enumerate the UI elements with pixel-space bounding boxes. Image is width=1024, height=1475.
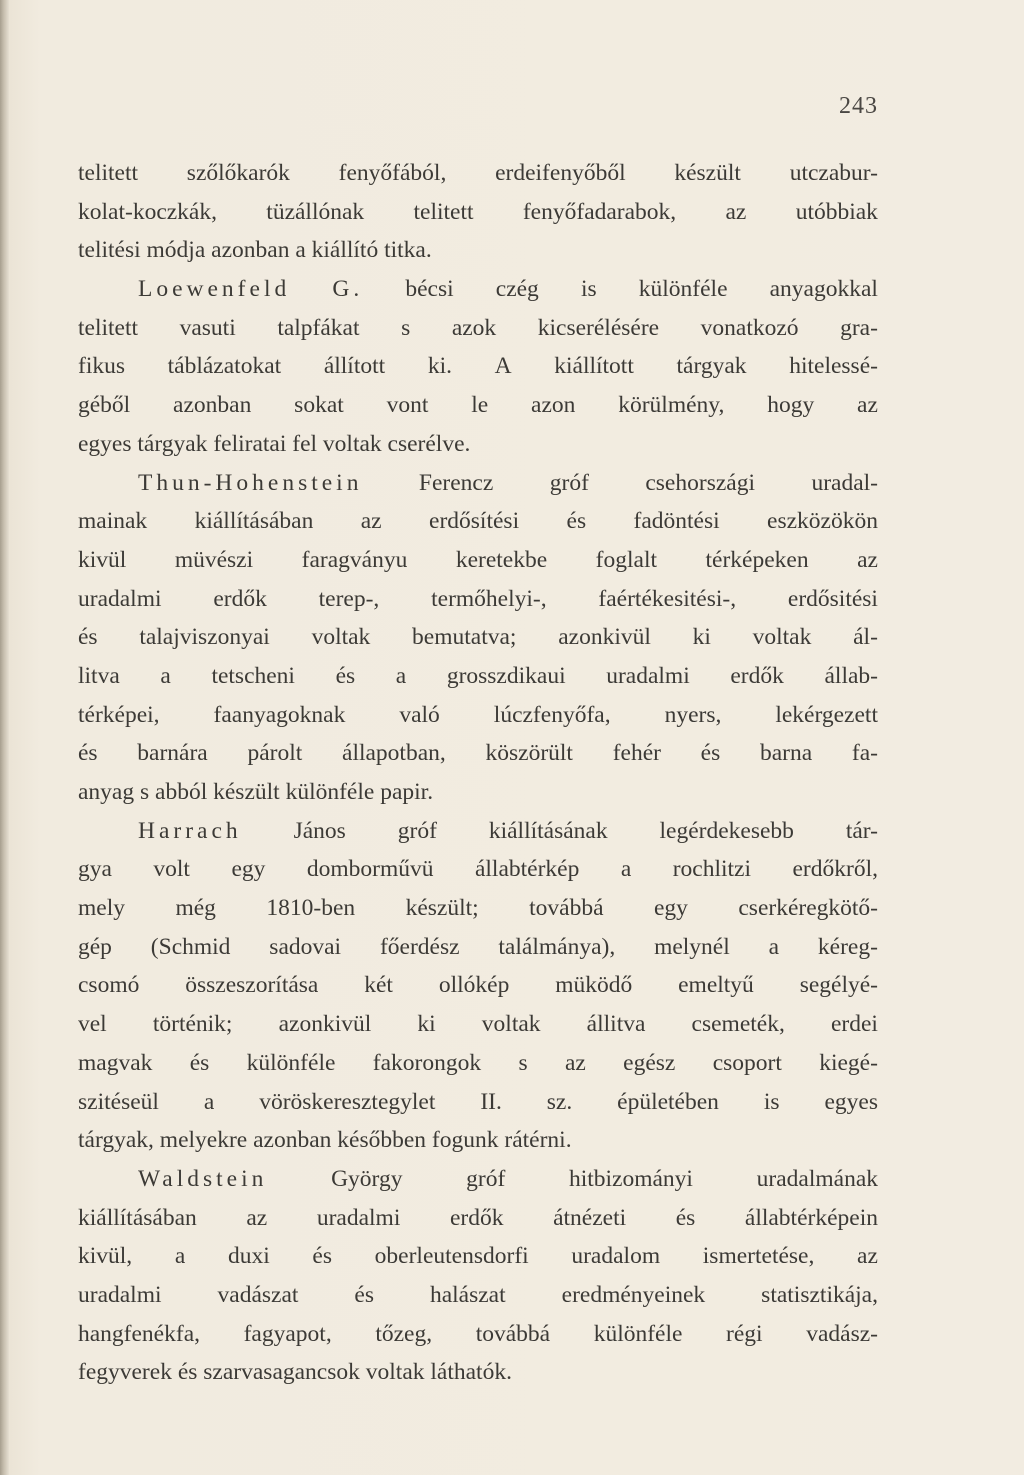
text-line: telitett szőlőkarók fenyőfából, erdeifenyőből készült utczabur- (78, 160, 878, 186)
text-line: telitett vasuti talpfákat s azok kicserélésére vonatkozó gra- (78, 314, 878, 341)
text-line: térképei, faanyagoknak való lúczfenyőfa, nyers, lekérgezett (78, 701, 878, 728)
text-line: gép (Schmid sadovai főerdész találmánya), melynél a kéreg- (78, 933, 878, 960)
text-line: mely még 1810-ben készült; továbbá egy cserkéregkötő- (78, 895, 878, 922)
text-line: uradalmi vadászat és halászat eredményeinek statisztikája, (78, 1281, 878, 1308)
text-line: kivül müvészi faragványu keretekbe foglalt térképeken az (78, 546, 878, 573)
text-line: vel történik; azonkivül ki voltak állitva csemeték, erdei (78, 1011, 878, 1038)
text-line: Harrach János gróf kiállításának legérdekesebb tár- (138, 817, 878, 844)
text-line: mainak kiállításában az erdősítési és fadöntési eszközökön (78, 508, 878, 535)
text-line: Loewenfeld G. bécsi czég is különféle anyagokkal (138, 276, 878, 303)
text-line: kiállításában az uradalmi erdők átnézeti és állabtérképein (78, 1204, 878, 1231)
text-line: és barnára párolt állapotban, köszörült fehér és barna fa- (78, 740, 878, 767)
text-line: fegyverek és szarvasagancsok voltak láthatók. (78, 1359, 512, 1386)
text-line: telitési módja azonban a kiállító titka. (78, 237, 432, 264)
text-line: kolat-koczkák, tüzállónak telitett fenyőfadarabok, az utóbbiak (78, 198, 878, 225)
text-line: magvak és különféle fakorongok s az egész csoport kiegé- (78, 1049, 878, 1076)
text-line: szitéseül a vöröskeresztegylet II. sz. épületében is egyes (78, 1088, 878, 1115)
text-line: anyag s abból készült különféle papir. (78, 779, 434, 805)
text-line: hangfenékfa, fagyapot, tőzeg, továbbá különféle régi vadász- (78, 1320, 878, 1347)
text-line: egyes tárgyak feliratai fel voltak cserélve. (78, 430, 471, 457)
text-line: kivül, a duxi és oberleutensdorfi uradalom ismertetése, az (78, 1243, 878, 1270)
text-line: tárgyak, melyekre azonban későbben fogunk rátérni. (78, 1127, 572, 1154)
body-text (78, 154, 878, 1392)
page-number: 243 (839, 93, 878, 119)
text-line: fikus táblázatokat állított ki. A kiállított tárgyak hitelessé- (78, 353, 878, 380)
page-spine-edge (0, 0, 9, 1475)
text-line: és talajviszonyai voltak bemutatva; azonkivül ki voltak ál- (78, 624, 878, 651)
text-line: uradalmi erdők terep-, termőhelyi-, faértékesitési-, erdősitési (78, 585, 878, 612)
text-line: litva a tetscheni és a grosszdikaui uradalmi erdők állab- (78, 662, 878, 689)
text-line: gya volt egy domborművü állabtérkép a rochlitzi erdőkről, (78, 856, 878, 883)
text-line: Waldstein György gróf hitbizományi uradalmának (138, 1165, 878, 1192)
text-line: géből azonban sokat vont le azon körülmény, hogy az (78, 392, 878, 419)
text-line: csomó összeszorítása két ollókép müködő emeltyű segélyé- (78, 972, 878, 999)
text-line: Thun-Hohenstein Ferencz gróf csehországi uradal- (138, 469, 878, 496)
